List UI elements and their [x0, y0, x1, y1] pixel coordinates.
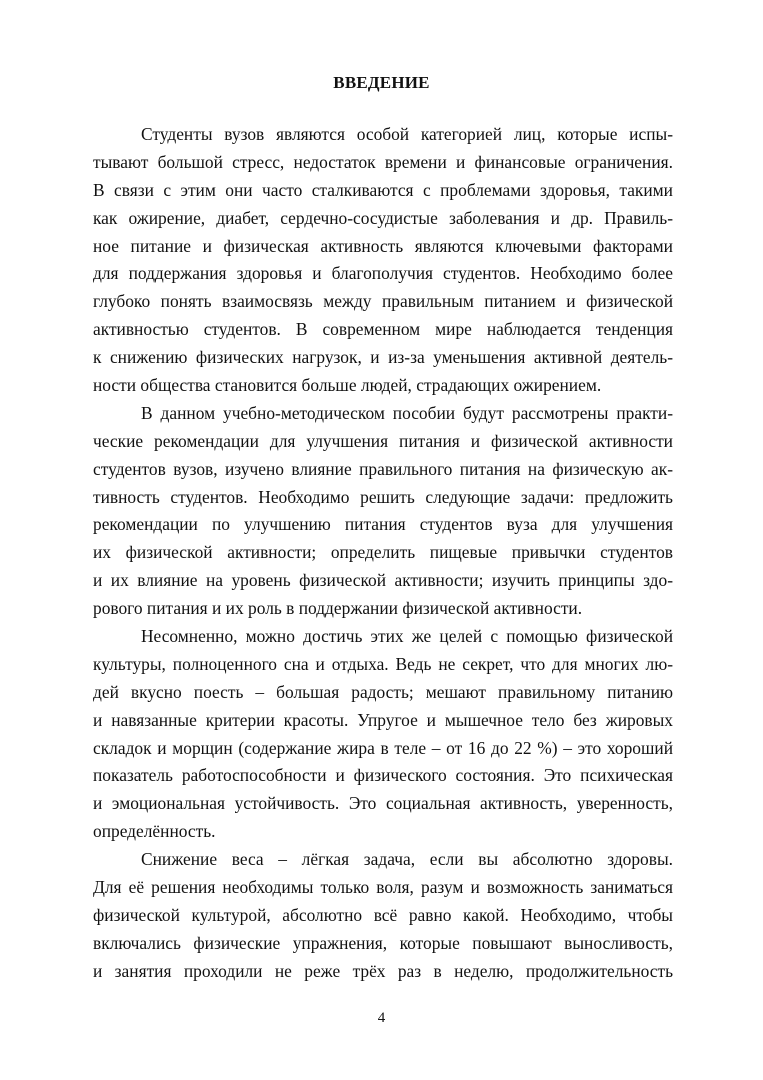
text-line: тивность студентов. Необходимо решить следующие задачи: предложить [93, 486, 673, 507]
text-line: ческие рекомендации для улучшения питания и физической активности [93, 430, 673, 451]
text-line: их физической активности; определить пищевые привычки студентов [93, 542, 673, 563]
text-line: определённость. [93, 821, 216, 842]
text-line: физической культурой, абсолютно всё равно какой. Необходимо, чтобы [93, 904, 673, 925]
text-line: В связи с этим они часто сталкиваются с проблемами здоровья, такими [93, 179, 673, 200]
text-line: В данном учебно-методическом пособии будут рассмотрены практи- [141, 402, 673, 423]
text-line: Несомненно, можно достичь этих же целей с помощью физической [141, 626, 673, 647]
text-line: Студенты вузов являются особой категорией лиц, которые испы- [141, 124, 673, 144]
text-line: Снижение веса – лёгкая задача, если вы абсолютно здоровы. [141, 849, 673, 870]
text-line: складок и морщин (содержание жира в теле – от 16 до 22 %) – это хороший [93, 737, 673, 758]
text-line: Для её решения необходимы только воля, разум и возможность заниматься [93, 877, 673, 898]
text-line: показатель работоспособности и физического состояния. Это психическая [93, 765, 673, 786]
text-line: и их влияние на уровень физической активности; изучить принципы здо- [93, 570, 673, 591]
text-line: дей вкусно поесть – большая радость; мешают правильному питанию [93, 681, 673, 702]
text-line: тывают большой стресс, недостаток времени и финансовые ограничения. [93, 151, 673, 172]
text-line: для поддержания здоровья и благополучия студентов. Необходимо более [93, 263, 673, 284]
text-line: рового питания и их роль в поддержании физической активности. [93, 598, 583, 619]
body-text [93, 121, 673, 986]
text-line: культуры, полноценного сна и отдыха. Ведь не секрет, что для многих лю- [93, 653, 673, 674]
text-line: и навязанные критерии красоты. Упругое и мышечное тело без жировых [93, 709, 673, 730]
text-line: и эмоциональная устойчивость. Это социальная активность, уверенность, [93, 793, 673, 814]
text-line: студентов вузов, изучено влияние правильного питания на физическую ак- [93, 458, 673, 479]
page-title: ВВЕДЕНИЕ [333, 73, 430, 92]
text-line: рекомендации по улучшению питания студентов вуза для улучшения [93, 514, 673, 535]
text-line: и занятия проходили не реже трёх раз в неделю, продолжительность [93, 960, 673, 981]
text-line: активностью студентов. В современном мире наблюдается тенденция [93, 319, 673, 340]
text-line: к снижению физических нагрузок, и из-за уменьшения активной деятель- [93, 347, 673, 368]
text-line: ности общества становится больше людей, страдающих ожирением. [93, 375, 602, 396]
text-line: включались физические упражнения, которые повышают выносливость, [93, 932, 673, 953]
page-number: 4 [377, 1010, 386, 1026]
text-line: ное питание и физическая активность являются ключевыми факторами [93, 235, 673, 256]
text-line: как ожирение, диабет, сердечно-сосудистые заболевания и др. Правиль- [93, 207, 673, 228]
text-line: глубоко понять взаимосвязь между правильным питанием и физической [93, 291, 673, 312]
